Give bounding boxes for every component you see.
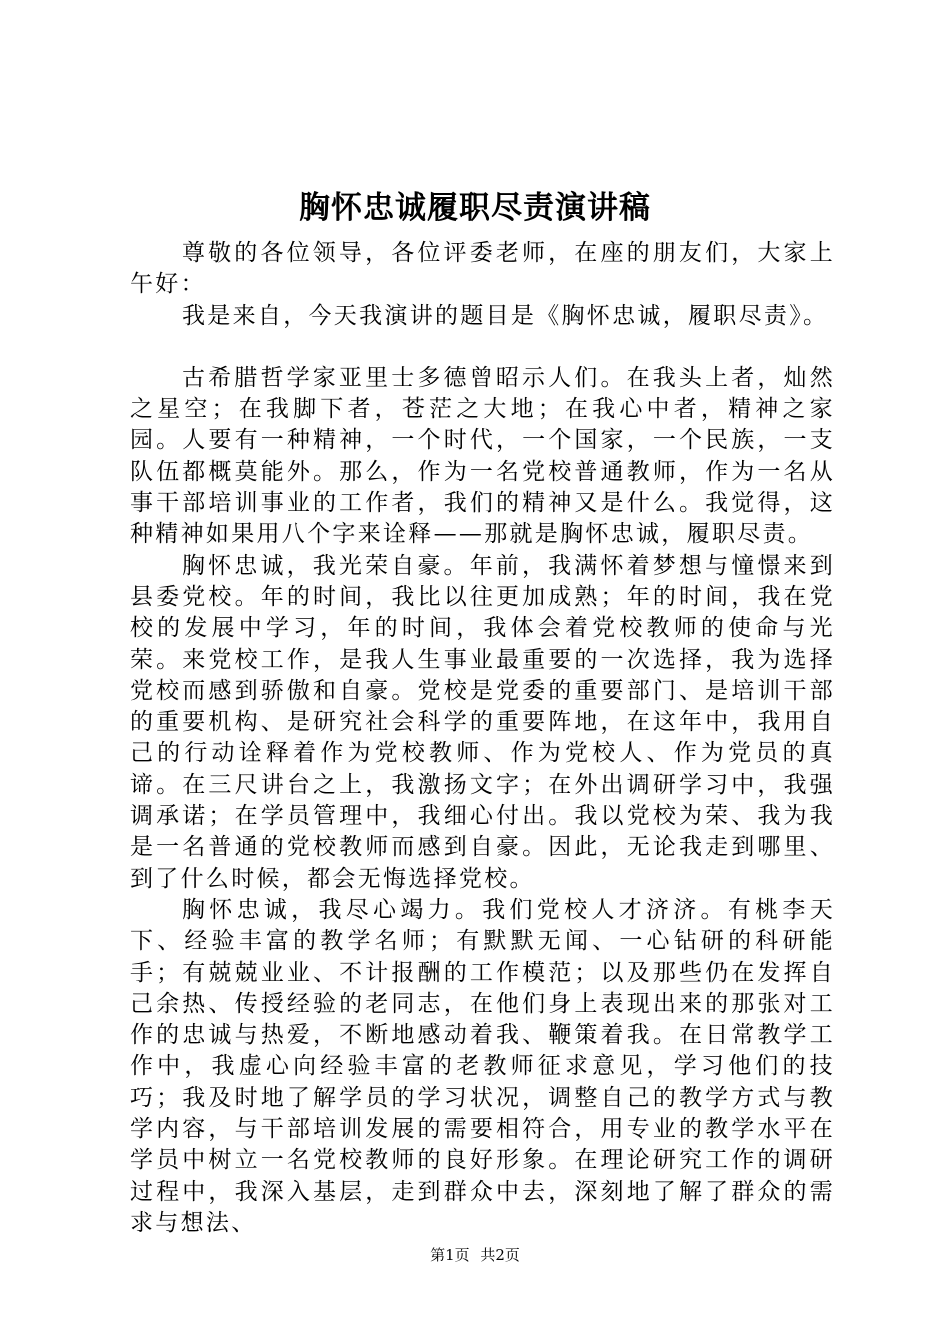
page-number-total: 共2页: [480, 1246, 520, 1264]
paragraph-spacer: [130, 332, 835, 363]
paragraph-greeting: 尊敬的各位领导，各位评委老师，在座的朋友们，大家上午好：: [130, 240, 835, 298]
page-footer: [0, 1244, 950, 1266]
page-number-current: 第1页: [430, 1246, 470, 1264]
document-body: [130, 238, 835, 1239]
paragraph-dedication: 胸怀忠诚，我尽心竭力。我们党校人才济济。有桃李天下、经验丰富的教学名师；有默默无闻、一心钻研的科研能手；有兢兢业业、不计报酬的工作模范；以及那些仍在发挥自己余热、传授经验的老同志，在他们身上表现出来的那张对工作的忠诚与热爱，不断地感动着我、鞭策着我。在日常教学工作中，我虚心向经验丰富的老教师征求意见，学习他们的技巧；我及时地了解学员的学习状况，调整自己的教学方式与教学内容，与干部培训发展的需要相符合，用专业的教学水平在学员中树立一名党校教师的良好形象。在理论研究工作的调研过程中，我深入基层，走到群众中去，深刻地了解了群众的需求与想法、: [130, 896, 835, 1236]
document-title: 胸怀忠诚履职尽责演讲稿: [299, 190, 651, 226]
paragraph-pride: 胸怀忠诚，我光荣自豪。年前，我满怀着梦想与憧憬来到县委党校。年的时间，我比以往更加成熟；年的时间，我在党校的发展中学习，年的时间，我体会着党校教师的使命与光荣。来党校工作，是我人生事业最重要的一次选择，我为选择党校而感到骄傲和自豪。党校是党委的重要部门、是培训干部的重要机构、是研究社会科学的重要阵地，在这年中，我用自己的行动诠释着作为党校教师、作为党校人、作为党员的真谛。在三尺讲台之上，我激扬文字；在外出调研学习中，我强调承诺；在学员管理中，我细心付出。我以党校为荣、我为我是一名普通的党校教师而感到自豪。因此，无论我走到哪里、到了什么时候，都会无悔选择党校。: [130, 552, 835, 892]
paragraph-aristotle: 古希腊哲学家亚里士多德曾昭示人们。在我头上者，灿然之星空；在我脚下者，苍茫之大地；在我心中者，精神之家园。人要有一种精神，一个时代，一个国家，一个民族，一支队伍都概莫能外。那么，作为一名党校普通教师，作为一名从事干部培训事业的工作者，我们的精神又是什么。我觉得，这种精神如果用八个字来诠释——那就是胸怀忠诚，履职尽责。: [130, 364, 835, 548]
paragraph-intro: 我是来自，今天我演讲的题目是《胸怀忠诚，履职尽责》。: [182, 302, 829, 329]
